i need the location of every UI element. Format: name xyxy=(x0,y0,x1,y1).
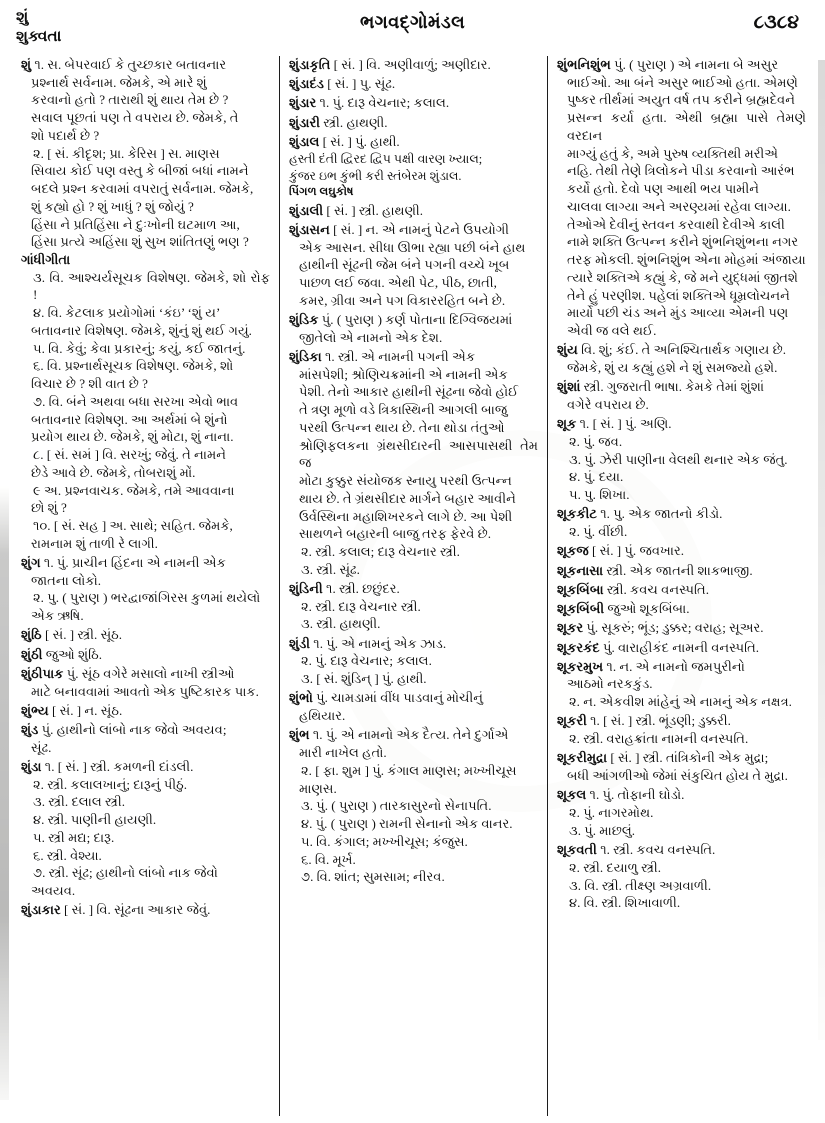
entry-sense-line: ૨. સ્ત્રી. દયાળુ સ્ત્રી. xyxy=(569,859,662,875)
entry-sense-line: ૩. પું. ઝેરી પાણીના વેલથી થનાર એક જંતુ. xyxy=(569,451,788,467)
entry-verse-line: હસ્તી દંતી દ્વિરદ દ્વિપ પક્ષી વારણ ખ્યાલ; xyxy=(289,151,483,166)
entry-sense-line: ૪. વિ. કેટલાક પ્રયોગોમાં ‘કંઇ’ ‘શું ય’ xyxy=(33,305,221,321)
entry-sense-line: ૨. પું. દારૂ વેચનાર; કલાલ. xyxy=(301,653,432,669)
entry-text-line: સાથળને બહારની બાજુ તરફ ફેરવે છે. xyxy=(299,526,492,542)
entry-headword-line: શુંય વિ. શું; કંઈ. તે અનિશ્ચિતાર્થક ગણાય છે. xyxy=(557,342,786,358)
entry-text-line: અવયવ. xyxy=(31,883,76,899)
headword: શુંડા xyxy=(21,759,42,775)
entry-text-line: બદલે પ્રશ્ન કરવામાં વપરાતું સર્વનામ. જેમકે, xyxy=(31,181,254,197)
headword: શુંઠીપાક xyxy=(21,665,64,681)
entry-sense-line: ૩. પું. ( પુરાણ ) તારકાસુરનો સેનાપતિ. xyxy=(301,798,492,814)
entry-sense-line: ૨. પું. નાગરમોથ. xyxy=(569,805,654,821)
entry-text-line: સવાલ પૂછતાં પણ તે વપરાય છે. જેમકે, તે xyxy=(31,110,239,126)
headword: શૂકર xyxy=(557,620,584,636)
entry-headword-line: શૂકલ ૧. પું. તોફાની ઘોડો. xyxy=(557,787,685,803)
headword: શુંડિક xyxy=(289,312,319,327)
dictionary-entry xyxy=(557,600,806,618)
guide-word-last: શુક્વતા xyxy=(16,27,62,45)
entry-text-line: ચાલવા લાગ્યા અને અરણ્યમાં રહેવા લાગ્યા. xyxy=(567,198,791,214)
entry-text-line: પુષ્કર તીર્થમાં અયુત વર્ષ તપ કરીને બ્રહ્મદેવને xyxy=(567,92,795,108)
entry-text-line: માણસ. xyxy=(299,780,337,796)
entry-text-line: મારી નાખેલ હતો. xyxy=(299,745,387,761)
book-title: ભગવદ્ગોમંડલ xyxy=(359,12,466,32)
dictionary-entry xyxy=(557,658,806,711)
headword: શુંઠી xyxy=(21,646,43,662)
entry-headword-line: શૂકવતી ૧. સ્ત્રી. કવચ વનસ્પતિ. xyxy=(557,842,716,858)
entry-sense-line: ૬. વિ. મૂર્ખ. xyxy=(301,851,356,867)
headword: શું xyxy=(21,57,32,72)
entry-text-line: તેઓએ દેવીનું સ્તવન કરવાથી દેવીએ કાલી xyxy=(567,216,785,232)
dictionary-entry xyxy=(289,202,538,220)
entry-headword-line: શુંડાકૃતિ [ સં. ] વિ. અણીવાળું; અણીદાર. xyxy=(289,57,491,72)
entry-text-line: આઠમો નરકકુંડ. xyxy=(567,676,653,692)
entry-attribution: ગાંધીગીતા xyxy=(21,252,71,268)
entry-headword-line: શુંડિક પું. ( પુરાણ ) કર્ણ પોતાના દિગ્વિજયમાં xyxy=(289,312,513,327)
dictionary-entry xyxy=(21,626,270,644)
entry-headword-line: શુંભનિશુંભ પું. ( પુરાણ ) એ નામના બે અસુર xyxy=(557,57,779,72)
entry-text-line: વગેરે વપરાય છે. xyxy=(567,396,649,412)
entry-text-line: સૂંઢ. xyxy=(31,739,52,755)
dictionary-entry xyxy=(289,75,538,93)
headword: શૂક xyxy=(557,416,577,432)
entry-text-line: પાછળ લઈ જવા. એથી પેટ, પીઠ, છાતી, xyxy=(299,275,497,291)
entry-headword-line: શૂકરી ૧. [ સં. ] સ્ત્રી. ભૂંડણી; ડુક્કરી. xyxy=(557,713,731,729)
entry-text-line: માટે બનાવવામાં આવતો એક પુષ્ટિકારક પાક. xyxy=(31,683,259,699)
entry-text-line: માગ્યું હતું કે, અમે પુરુષ વ્યક્તિથી મરીએ xyxy=(567,145,779,161)
headword: શૂકરીમુદ્રા xyxy=(557,750,608,766)
dictionary-entry xyxy=(557,415,806,504)
entry-headword-line: શુંડાલ [ સં. ] પું. હાથી. xyxy=(289,133,400,149)
entry-sense-line: ૨. [ સં. કીદૃશ; પ્રા. કેરિસ ] સ. માણસ xyxy=(33,145,220,161)
entry-sense-line: ૯ અ. પ્રશ્નવાચક. જેમકે, તમે આવવાના xyxy=(33,482,235,498)
entry-headword-line: શૂકકીટ ૧. પુ. એક જાતનો કીડો. xyxy=(557,506,723,522)
entry-sense-line: ૬. વિ. પ્રશ્નાર્થસૂચક વિશેષણ. જેમકે, શો xyxy=(33,358,234,374)
entry-headword-line: શુંડાસન [ સં. ] ન. એ નામનું પેટને ઉપયોગી xyxy=(289,221,510,237)
entry-text-line: ત્યારે શક્તિએ કહ્યું કે, જે મને યુદ્ધમાં જીતશે xyxy=(567,269,799,285)
headword: શૂકરમુખ xyxy=(557,658,604,674)
entry-text-line: કર્યો હતો. દેવો પણ આથી ભય પામીને xyxy=(567,181,760,197)
dictionary-entry xyxy=(557,786,806,839)
entry-sense-line: ૩. સ્ત્રી. દલાલ સ્ત્રી. xyxy=(33,794,125,810)
entry-text-line: તરફ મોકલી. શુંભનિશુંભ એના મોહમાં અંજાયા xyxy=(567,252,806,268)
headword: શૂકરકંદ xyxy=(557,639,600,655)
entry-sense-line: ૭. વિ. શાંત; સુમસામ; નીરવ. xyxy=(301,869,445,885)
headword: શૂકવતી xyxy=(557,842,597,858)
headword: શુંડાર xyxy=(289,95,317,111)
entry-headword-line: શુંડિની ૧. સ્ત્રી. છછુંદર. xyxy=(289,581,400,597)
text-columns xyxy=(0,56,825,1116)
page-header xyxy=(0,0,825,56)
entry-sense-line: ૩. સ્ત્રી. હાથણી. xyxy=(301,616,381,632)
entry-sense-line: ૨. પુ. ( પુરાણ ) ભરદ્વાજાંગિરસ કુળમાં થયેલો xyxy=(33,590,261,606)
entry-sense-line: ૩. વિ. આશ્ચર્યસૂચક વિશેષણ. જેમકે, શો રોફ ! xyxy=(33,269,270,303)
entry-sense-line: ૩. પું. માછલું. xyxy=(569,822,636,838)
entry-headword-line: શુંભ ૧. પું. એ નામનો એક દૈત્ય. તેને દુર્ગાએ xyxy=(289,727,509,743)
dictionary-entry xyxy=(21,646,270,664)
entry-headword-line: શુંડાર ૧. પું. દારૂ વેચનાર; કલાલ. xyxy=(289,95,450,111)
entry-text-line: જેમકે, શું ય કહ્યું હશે ને શું સમજ્યો હશે. xyxy=(567,359,778,375)
dictionary-entry xyxy=(557,841,806,912)
entry-text-line: નહિ. તેથી તેણે ત્રિલોકને પીડા કરવાનો આરંભ xyxy=(567,163,795,179)
column-3 xyxy=(548,56,815,1116)
entry-sense-line: ૨. પું. વીંછી. xyxy=(569,524,628,540)
entry-sense-line: ૧૦. [ સં. સહ ] અ. સાથે; સહિત. જેમકે, xyxy=(33,517,233,533)
entry-headword-line: શુંડ પું. હાથીનો લાંબો નાક જેવો અવયવ; xyxy=(21,722,227,738)
entry-headword-line: શૂક ૧. [ સં. ] પું. અણિ. xyxy=(557,416,672,432)
headword: શુંડાસન xyxy=(289,221,330,237)
entry-sense-line: ૨. પું. જવ. xyxy=(569,433,623,449)
entry-sense-line: ૫. વિ. કંગાલ; મખ્ખીચૂસ; કંજુસ. xyxy=(301,833,468,849)
entry-headword-line: શૂકજ [ સં. ] પું. જવખાર. xyxy=(557,543,685,559)
entry-text-line: જાતના લોકો. xyxy=(31,572,102,588)
entry-headword-line: શુંભો પું. ચામડામાં વીંધ પાડવાનું મોચીનું xyxy=(289,690,484,706)
entry-headword-line: શું ૧. સ. બેપરવાઈ કે તુચ્છકાર બતાવનાર xyxy=(21,57,227,72)
entry-sense-line: ૭. સ્ત્રી. સૂંઢ; હાથીનો લાંબો નાક જેવો xyxy=(33,865,218,881)
entry-headword-line: શુંડાકાર [ સં. ] વિ. સૂંઢના આકાર જેવું. xyxy=(21,902,211,918)
entry-headword-line: શુંડી ૧. પું. એ નામનું એક ઝાડ. xyxy=(289,635,447,651)
entry-text-line: ઉર્વસ્થિના મહાશિખરકને લાગે છે. આ પેશી xyxy=(299,508,513,524)
entry-sense-line: ૪. પું. ( પુરાણ ) રામની સેનાનો એક વાનર. xyxy=(301,816,513,832)
dictionary-entry xyxy=(21,901,270,919)
column-1 xyxy=(12,56,279,1116)
dictionary-entry xyxy=(289,689,538,724)
headword: શુંડાકૃતિ xyxy=(289,57,331,72)
entry-headword-line: શૂકનાસા સ્ત્રી. એક જાતની શાકભાજી. xyxy=(557,562,753,578)
entry-text-line: પ્રશ્નાર્થ સર્વનામ. જેમકે, એ મારે શું xyxy=(31,74,207,90)
dictionary-entry xyxy=(557,639,806,657)
entry-sense-line: ૫. સ્ત્રી મદ્ય; દારૂ. xyxy=(33,829,115,845)
entry-text-line: તે ત્રણ મૂળો વડે ત્રિકાસ્થિની આગલી બાજુ xyxy=(299,402,508,418)
entry-sense-line: ૨. સ્ત્રી. કલાલખાનું; દારૂનું પીઠું. xyxy=(33,776,187,792)
entry-text-line: શ્રોણિફલકના ગ્રંથસીદારની આસપાસથી તેમ જ xyxy=(299,437,538,471)
headword: શુંગ xyxy=(21,554,41,570)
entry-text-line: થાય છે. તે ગ્રંથસીદાર માર્ગને બહાર આવીને xyxy=(299,490,516,506)
entry-headword-line: શૂકરમુખ ૧. ન. એ નામનો જમપુરીનો xyxy=(557,658,745,674)
dictionary-entry xyxy=(557,378,806,413)
headword: શુંઠિ xyxy=(21,627,42,643)
dictionary-entry xyxy=(289,56,538,74)
dictionary-entry xyxy=(289,580,538,633)
entry-sense-line: ૫. વિ. કેવું; કેવા પ્રકારનું; કયું, કઈ જાતનું. xyxy=(33,340,246,356)
entry-text-line: હથિયાર. xyxy=(299,708,346,724)
entry-sense-line: ૨. સ્ત્રી. દારૂ વેચનાર સ્ત્રી. xyxy=(301,598,421,614)
entry-text-line: હિંસા ને પ્રતિહિંસા ને દુઃખોની ઘટમાળ આ, xyxy=(31,216,240,232)
entry-text-line: પેશી. તેનો આકાર હાથીની સૂંઢના જેવો હોઈ xyxy=(299,384,519,400)
entry-headword-line: શૂકબિંબી જુઓ શૂકબિંબા. xyxy=(557,601,690,617)
entry-text-line: ભાઈઓ. આ બંને અસુર ભાઈઓ હતા. એમણે xyxy=(567,74,798,90)
dictionary-entry xyxy=(289,311,538,346)
headword: શૂકજ xyxy=(557,543,589,559)
entry-headword-line: શુંગ ૧. પું. પ્રાચીન હિંદના એ નામની એક xyxy=(21,554,226,570)
entry-sense-line: ૫. પુ. શિખા. xyxy=(569,487,630,503)
dictionary-entry xyxy=(557,749,806,784)
headword: શુંભ xyxy=(289,727,310,743)
entry-headword-line: શુંઠિ [ સં. ] સ્ત્રી. સૂંઠ. xyxy=(21,627,123,643)
entry-text-line: છેડે આવે છે. જેમકે, તોબરાશું મોં. xyxy=(31,464,196,480)
dictionary-entry xyxy=(557,56,806,340)
entry-text-line: બતાવનાર વિશેષણ. જેમકે, શુંનું શું થઈ ગયું. xyxy=(31,322,252,338)
headword: શુંડિની xyxy=(289,581,323,597)
entry-text-line: એવી જ વલે થઈ. xyxy=(567,323,657,339)
entry-text-line: કરવાનો હતો ? તારાથી શું થાય તેમ છે ? xyxy=(31,92,229,108)
headword: શૂકકીટ xyxy=(557,506,597,522)
dictionary-entry xyxy=(289,221,538,310)
entry-text-line: છો શું ? xyxy=(31,500,67,516)
dictionary-entry xyxy=(557,562,806,580)
entry-text-line: રામનામ શું તાળી રે લાગી. xyxy=(31,535,158,551)
entry-text-line: શું કહ્યો હો ? શું ખાધું ? શું જોયું ? xyxy=(31,198,194,214)
dictionary-entry xyxy=(557,341,806,376)
dictionary-entry xyxy=(21,721,270,756)
dictionary-entry xyxy=(289,348,538,579)
entry-verse-line: કુંજર ઇભ કુંભી કરી સ્તંબેરમ શુંડાલ. xyxy=(289,168,462,183)
headword: શુંડી xyxy=(289,635,311,651)
dictionary-entry xyxy=(557,542,806,560)
dictionary-entry xyxy=(289,726,538,886)
entry-text-line: એક ઋષિ. xyxy=(31,608,84,624)
dictionary-entry xyxy=(557,619,806,637)
entry-text-line: પ્રસન્ન કર્યા હતા. એથી બ્રહ્મા પાસે તેમણે વરદાન xyxy=(567,110,806,143)
dictionary-entry xyxy=(289,94,538,112)
entry-headword-line: શૂકરકંદ પું. વારાહીકંદ નામની વનસ્પતિ. xyxy=(557,639,760,655)
entry-headword-line: શુંડા ૧. [ સં. ] સ્ત્રી. કમળની દાંડલી. xyxy=(21,759,194,775)
entry-text-line: માંસપેશી; શ્રોણિચક્રમાંની એ નામની એક xyxy=(299,366,508,382)
entry-sense-line: ૨. સ્ત્રી. કલાલ; દારૂ વેચનાર સ્ત્રી. xyxy=(301,544,460,560)
entry-sense-line: ૪. પું. દયા. xyxy=(569,469,624,485)
entry-headword-line: શુંડિકા ૧. સ્ત્રી. એ નામની પગની એક xyxy=(289,348,476,364)
entry-sense-line: ૭. વિ. બંને અથવા બધા સરખા એવો ભાવ xyxy=(33,393,239,409)
headword: શુંડાદંડ xyxy=(289,76,324,92)
dictionary-entry xyxy=(21,665,270,700)
dictionary-entry xyxy=(289,635,538,688)
entry-text-line: મોટા કુક્કુર સંયોજક સ્નાયુ પરથી ઉત્પન્ન xyxy=(299,473,512,489)
entry-text-line: બતાવનાર વિશેષણ. આ અર્થમાં બે શુંનો xyxy=(31,411,228,427)
entry-headword-line: શુંડાલી [ સં. ] સ્ત્રી. હાથણી. xyxy=(289,202,424,218)
dictionary-entry xyxy=(21,758,270,900)
entry-text-line: કમર, ગ્રીવા અને પગ વિકારરહિત બને છે. xyxy=(299,292,506,308)
entry-text-line: બધી આંગળીઓ જેમાં સંકુચિત હોય તે મુદ્રા. xyxy=(567,768,788,784)
headword: શુંભનિશુંભ xyxy=(557,57,611,72)
headword: શુંડ xyxy=(21,722,39,738)
column-2 xyxy=(279,56,548,1116)
entry-sense-line: ૩. વિ. સ્ત્રી. તીક્ષ્ણ અગ્રવાળી. xyxy=(569,877,712,893)
headword: શૂકનાસા xyxy=(557,562,604,578)
headword: શૂકલ xyxy=(557,787,587,803)
entry-headword-line: શુંશાં સ્ત્રી. ગુજરાતી ભાષા. કેમકે તેમાં શુંશાં xyxy=(557,379,765,395)
headword: શુંડાલી xyxy=(289,202,324,218)
entry-headword-line: શુંડાદંડ [ સં. ] પુ. સૂંઢ. xyxy=(289,76,396,92)
headword: શૂકરી xyxy=(557,713,587,729)
entry-text-line: હિંસા પ્રત્યે અહિંસા શું સુખ શાંતિતણું ભણ ? xyxy=(31,234,249,250)
dictionary-entry xyxy=(289,133,538,200)
entry-headword-line: શુંડારી સ્ત્રી. હાથણી. xyxy=(289,114,388,130)
headword: શુંભો xyxy=(289,690,313,706)
headword: શુંડાકાર xyxy=(21,902,61,918)
entry-text-line: વિચાર છે ? શી વાત છે ? xyxy=(31,376,148,392)
headword: શુંડાલ xyxy=(289,133,320,149)
entry-text-line: નામે શક્તિ ઉત્પન્ન કરીને શુંભનિશુંભના નગર xyxy=(567,234,799,250)
headword: શૂકબિંબા xyxy=(557,581,604,597)
dictionary-entry xyxy=(289,114,538,132)
entry-text-line: એક આસન. સીધા ઊભા રહ્યા પછી બંને હાથ xyxy=(299,239,526,255)
entry-text-line: પ્રયોગ થાય છે. જેમકે, શું મોટા, શું નાના. xyxy=(31,429,234,445)
entry-sense-line: ૩. સ્ત્રી. સૂંઢ. xyxy=(301,561,360,577)
entry-sense-line: ૨. સ્ત્રી. વરાહક્રાંતા નામની વનસ્પતિ. xyxy=(569,731,749,747)
entry-headword-line: શૂકબિંબા સ્ત્રી. કવચ વનસ્પતિ. xyxy=(557,581,709,597)
headword: શુંશાં xyxy=(557,379,581,395)
entry-headword-line: શુંભ્ય [ સં. ] ન. સૂંઠ. xyxy=(21,702,123,718)
dictionary-entry xyxy=(21,702,270,720)
headword: શુંડારી xyxy=(289,114,321,130)
entry-text-line: હાથીની સૂંઢની જેમ બંને પગની વચ્ચે ખૂબ xyxy=(299,257,510,273)
entry-text-line: પરથી ઉત્પન્ન થાય છે. તેના થોડા તંતુઓ xyxy=(299,419,505,435)
dictionary-entry xyxy=(557,581,806,599)
entry-text-line: સિવાય કોઈ પણ વસ્તુ કે બીજાં બધાં નામને xyxy=(31,163,249,179)
headword: શુંય xyxy=(557,342,578,358)
entry-headword-line: શૂકર પું. સૂકરું; ભૂંડ; ડુક્કર; વરાહ; સૂઅર. xyxy=(557,620,764,636)
headword: શૂકબિંબી xyxy=(557,601,605,617)
entry-sense-line: ૮. [ સં. સમં ] વિ. સરખું; જેવું. તે નામને xyxy=(33,447,227,463)
entry-headword-line: શૂકરીમુદ્રા [ સં. ] સ્ત્રી. તાંત્રિકોની એક મુદ્રા; xyxy=(557,750,769,766)
dictionary-entry xyxy=(557,712,806,747)
entry-text-line: જીતેલો એ નામનો એક દેશ. xyxy=(299,329,443,345)
entry-sense-line: ૩. [ સં. શુંડિન્ ] પું. હાથી. xyxy=(301,671,427,687)
dictionary-entry xyxy=(21,56,270,552)
entry-citation: પિંગળ લઘુકોષ xyxy=(289,185,354,199)
entry-sense-line: ૪. સ્ત્રી. પાણીની હાયણી. xyxy=(33,812,157,828)
headword: શુંડિકા xyxy=(289,348,322,364)
entry-headword-line: શુંઠી જુઓ શુંઠિ. xyxy=(21,646,103,662)
entry-sense-line: ૬. સ્ત્રી. વેશ્યા. xyxy=(33,847,102,863)
dictionary-entry xyxy=(21,554,270,625)
entry-sense-line: ૨. ન. એકવીશ માંહેનું એ નામનું એક નક્ષત્ર. xyxy=(569,694,792,710)
entry-text-line: શો પદાર્થ છે ? xyxy=(31,127,100,143)
entry-sense-line: ૪. વિ. સ્ત્રી. શિખાવાળી. xyxy=(569,895,681,911)
guide-word-first: શું xyxy=(16,9,29,26)
entry-text-line: માર્યો પછી ચંડ અને મુંડ આવ્યા એમની પણ xyxy=(567,305,789,321)
entry-text-line: તેને હું પરણીશ. પહેલાં શક્તિએ ધૂમ્રલોચનને xyxy=(567,287,790,303)
entry-sense-line: ૨. [ ફા. શુમ ] પું. કંગાલ માણસ; મખ્ખીચૂસ xyxy=(301,762,517,778)
entry-headword-line: શુંઠીપાક પું. સૂંઠ વગેરે મસાલો નાખી સ્ત્રીઓ xyxy=(21,665,235,681)
headword: શુંભ્ય xyxy=(21,702,49,718)
page-number: ૮૩૮૪ xyxy=(753,12,799,33)
dictionary-entry xyxy=(557,505,806,540)
